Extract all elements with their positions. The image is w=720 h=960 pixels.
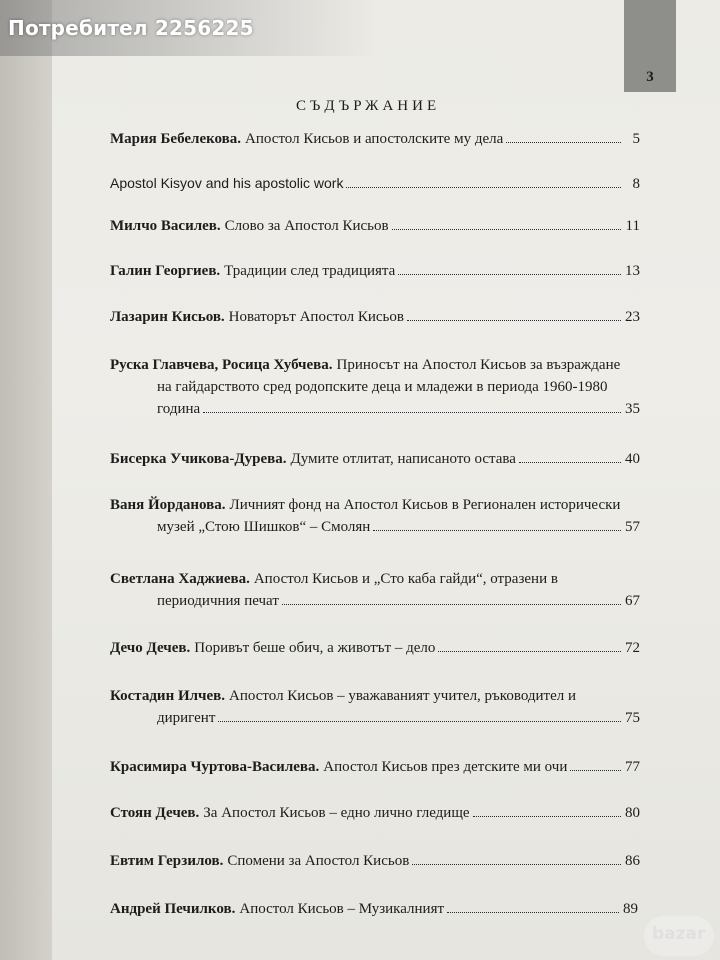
entry-author: Евтим Герзилов. <box>110 853 224 869</box>
entry-author: Дечо Дечев. <box>110 640 191 656</box>
entry-author: Лазарин Кисьов. <box>110 309 225 325</box>
logo-text: bazar <box>652 924 706 944</box>
toc-entry <box>110 802 640 824</box>
entry-page: 67 <box>625 593 640 609</box>
entry-title: Апостол Кисьов и „Сто каба гайди“, отразени в <box>253 571 558 587</box>
entry-page: 13 <box>625 263 640 279</box>
entry-page: 40 <box>625 451 640 467</box>
entry-title: Apostol Kisyov and his apostolic work <box>110 175 344 191</box>
entry-page: 89 <box>623 901 638 917</box>
entry-page: 77 <box>625 759 640 775</box>
dot-leader <box>392 228 621 230</box>
entry-title: Апостол Кисьов – уважаваният учител, ръководител и <box>229 688 577 704</box>
entry-page: 57 <box>625 519 640 535</box>
entry-page: 72 <box>625 640 640 656</box>
toc-entry <box>110 354 640 420</box>
dot-leader <box>398 273 621 275</box>
entry-title: Апостол Кисьов през детските ми очи <box>323 759 568 775</box>
dot-leader <box>282 603 621 605</box>
entry-title: За Апостол Кисьов – едно лично гледище <box>203 805 470 821</box>
dot-leader <box>570 769 621 771</box>
entry-author: Костадин Илчев. <box>110 688 226 704</box>
entry-page: 5 <box>632 131 640 147</box>
toc-entry <box>110 215 640 237</box>
entry-title: Приносът на Апостол Кисьов за възраждане <box>336 357 621 373</box>
entry-title-cont: на гайдарството сред родопските деца и младежи в периода 1960-1980 <box>157 379 608 395</box>
toc-entry <box>110 306 640 328</box>
user-watermark: Потребител 2256225 <box>8 16 254 40</box>
entry-title-cont: периодичния печат <box>157 593 279 609</box>
entry-author: Мария Бебелекова. <box>110 131 242 147</box>
entry-author: Светлана Хаджиева. <box>110 571 250 587</box>
toc-entry <box>110 898 638 920</box>
toc-entry <box>110 494 640 538</box>
entry-title: Слово за Апостол Кисьов <box>224 218 389 234</box>
toc-entry <box>110 850 640 872</box>
toc-entry <box>110 756 640 778</box>
entry-author: Андрей Печилков. <box>110 901 236 917</box>
entry-title: Традиции след традицията <box>224 263 396 279</box>
watermark-bar <box>0 0 380 56</box>
entry-author: Бисерка Учикова-Дурева. <box>110 451 287 467</box>
page-number-tab <box>624 0 676 92</box>
entry-author: Ваня Йорданова. <box>110 497 226 513</box>
toc-entry <box>110 568 640 612</box>
toc-entry <box>110 128 640 150</box>
entry-page: 35 <box>625 401 640 417</box>
entry-page: 8 <box>632 176 640 192</box>
dot-leader <box>407 319 621 321</box>
bazar-logo <box>630 898 720 960</box>
dot-leader <box>412 863 621 865</box>
entry-author: Красимира Чуртова-Василева. <box>110 759 320 775</box>
entry-author: Милчо Василев. <box>110 218 221 234</box>
dot-leader <box>473 815 621 817</box>
toc-title: СЪДЪРЖАНИЕ <box>296 98 441 114</box>
toc-entry <box>110 637 640 659</box>
dot-leader <box>346 186 621 188</box>
toc-entry <box>110 448 640 470</box>
dot-leader <box>519 461 621 463</box>
dot-leader <box>506 141 621 143</box>
dot-leader <box>447 911 619 913</box>
entry-author: Галин Георгиев. <box>110 263 221 279</box>
entry-title-cont: диригент <box>157 710 216 726</box>
entry-title: Апостол Кисьов и апостолските му дела <box>245 131 504 147</box>
toc-entry <box>110 260 640 282</box>
entry-title: Личният фонд на Апостол Кисьов в Регионален исторически <box>229 497 621 513</box>
entry-title: Апостол Кисьов – Музикалният <box>239 901 445 917</box>
entry-title: Поривът беше обич, а животът – дело <box>194 640 436 656</box>
dot-leader <box>218 720 621 722</box>
entry-page: 23 <box>625 309 640 325</box>
entry-page: 86 <box>625 853 640 869</box>
entry-title: Спомени за Апостол Кисьов <box>227 853 410 869</box>
entry-title-cont: година <box>157 401 201 417</box>
entry-page: 11 <box>625 218 640 234</box>
entry-title-cont: музей „Стою Шишков“ – Смолян <box>157 519 371 535</box>
page-gutter <box>0 0 52 960</box>
entry-title: Думите отлитат, написаното остава <box>290 451 516 467</box>
entry-title: Новаторът Апостол Кисьов <box>228 309 404 325</box>
toc-entry <box>110 172 640 195</box>
entry-author: Стоян Дечев. <box>110 805 200 821</box>
entry-author: Руска Главчева, Росица Хубчева. <box>110 357 333 373</box>
toc-entry <box>110 685 640 729</box>
entry-page: 75 <box>625 710 640 726</box>
dot-leader <box>438 650 621 652</box>
entry-page: 80 <box>625 805 640 821</box>
page-number: 3 <box>646 69 654 85</box>
dot-leader <box>203 411 621 413</box>
dot-leader <box>373 529 621 531</box>
